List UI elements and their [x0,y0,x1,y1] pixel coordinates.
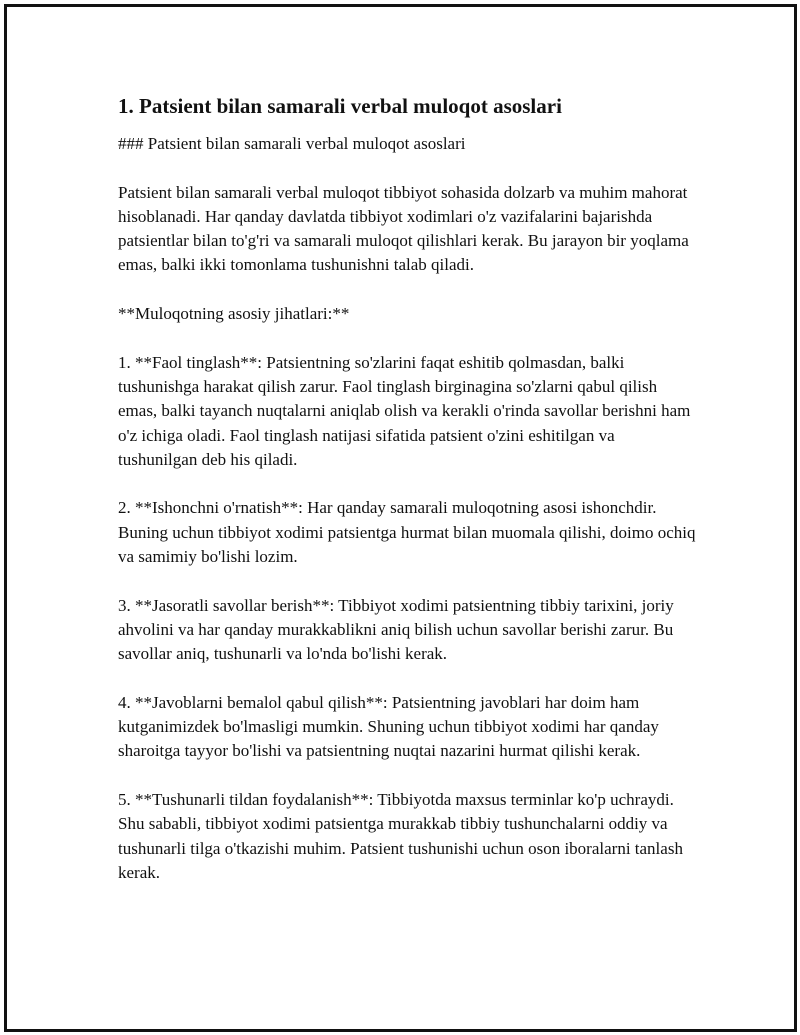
subheading-paragraph: ### Patsient bilan samarali verbal muloqot asoslari [118,134,466,153]
intro-paragraph: Patsient bilan samarali verbal muloqot tibbiyot sohasida dolzarb va muhim mahorat hisoblanadi. Har qanday davlatda tibbiyot xodimlari o'z vazifalarini bajarishda patsientlar bilan to'g'ri va samarali muloqot qilishlari kerak. Bu jarayon bir yoqlama emas, balki ikki tomonlama tushunishni talab qiladi. [118,182,689,275]
list-item-asking-questions: 3. **Jasoratli savollar berish**: Tibbiyot xodimi patsientning tibbiy tarixini, joriy ahvolini va har qanday murakkablikni aniq bilish uchun savollar berishi zarur. Bu savollar aniq, tushunarli va lo'nda bo'lishi kerak. [118,595,674,664]
aspects-heading: **Muloqotning asosiy jihatlari:** [118,304,350,324]
list-item-building-trust: 2. **Ishonchni o'rnatish**: Har qanday samarali muloqotning asosi ishonchdir. Buning uchun tibbiyot xodimi patsientga hurmat bilan muomala qilishi, doimo ochiq va samimiy bo'lishi lozim. [118,498,696,567]
document-body [118,92,698,910]
list-item-accepting-answers: 4. **Javoblarni bemalol qabul qilish**: Patsientning javoblari har doim ham kutganimizdek bo'lmasligi mumkin. Shuning uchun tibbiyot xodimi har qanday sharoitga tayyor bo'lishi va patsientning nuqtai nazarini hurmat qilishi kerak. [118,692,659,761]
document-title: 1. Patsient bilan samarali verbal muloqot asoslari [118,94,562,118]
list-item-active-listening: 1. **Faol tinglash**: Patsientning so'zlarini faqat eshitib qolmasdan, balki tushunishga harakat qilish zarur. Faol tinglash birginagina so'zlarni qabul qilish emas, balki tayanch nuqtalarni aniqlab olish va kerakli o'rinda savollar berishni ham o'z ichiga oladi. Faol tinglash natijasi sifatida patsient o'zini eshitilgan va tushunilgan deb his qiladi. [118,352,691,469]
list-item-clear-language: 5. **Tushunarli tildan foydalanish**: Tibbiyotda maxsus terminlar ko'p uchraydi. Shu sababli, tibbiyot xodimi patsientga murakkab tibbiy tushunchalarni oddiy va tushunarli tilga o'tkazishi muhim. Patsient tushunishi uchun oson iboralarni tanlash kerak. [118,790,683,882]
